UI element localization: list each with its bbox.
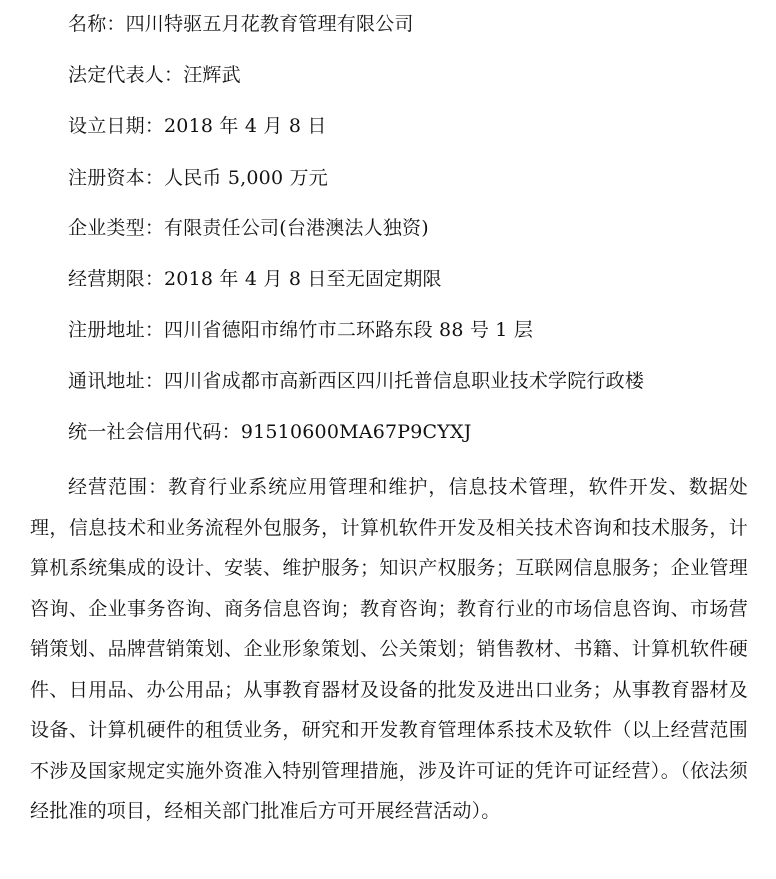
field-label: 设立日期: [68, 115, 145, 137]
field-value: 2018 年 4 月 8 日至无固定期限: [164, 268, 442, 290]
field-enterprise-type: [68, 215, 429, 241]
field-separator: ：: [144, 115, 165, 137]
field-legal-representative: [68, 62, 241, 88]
field-registered-capital: [68, 165, 328, 191]
field-value: 91510600MA67P9CYXJ: [240, 421, 472, 443]
field-value: 四川省德阳市绵竹市二环路东段 88 号 1 层: [164, 319, 534, 341]
field-label: 统一社会信用代码: [68, 421, 222, 443]
field-separator: ：: [106, 13, 126, 35]
field-mailing-address: [68, 368, 644, 394]
field-value: 汪辉武: [183, 64, 241, 86]
field-label: 名称: [68, 13, 107, 35]
field-label: 经营期限: [68, 268, 145, 290]
field-label: 通讯地址: [68, 370, 145, 392]
field-label: 注册资本: [68, 167, 145, 189]
field-separator: ：: [144, 217, 165, 239]
field-label: 企业类型: [68, 217, 145, 239]
field-separator: ：: [144, 319, 165, 341]
field-operating-period: [68, 266, 442, 292]
field-value: 四川省成都市高新西区四川托普信息职业技术学院行政楼: [164, 370, 645, 392]
business-scope-paragraph: [30, 467, 748, 832]
field-company-name: [68, 11, 414, 37]
field-separator: ：: [144, 268, 165, 290]
field-establishment-date: [68, 113, 327, 139]
field-value: 2018 年 4 月 8 日: [164, 115, 327, 137]
field-value: 有限责任公司(台港澳法人独资): [164, 217, 429, 239]
business-scope-text: 教育行业系统应用管理和维护，信息技术管理，软件开发、数据处理，信息技术和业务流程外包服务，计算机软件开发及相关技术咨询和技术服务，计算机系统集成的设计、安装、维护服务；知识产权服务；互联网信息服务；企业管理咨询、企业事务咨询、商务信息咨询；教育咨询；教育行业的市场信息咨询、市场营销策划、品牌营销策划、企业形象策划、公关策划；销售教材、书籍、计算机软件硬件、日用品、办公用品；从事教育器材及设备的批发及进出口业务；从事教育器材及设备、计算机硬件的租赁业务，研究和开发教育管理体系技术及软件（以上经营范围不涉及国家规定实施外资准入特别管理措施，涉及许可证的凭许可证经营）。（依法须经批准的项目，经相关部门批准后方可开展经营活动）。: [30, 476, 748, 822]
field-separator: ：: [144, 167, 165, 189]
field-separator: ：: [221, 421, 241, 443]
field-label: 注册地址: [68, 319, 145, 341]
field-separator: ：: [164, 64, 184, 86]
field-label: 法定代表人: [68, 64, 165, 86]
field-value: 人民币 5,000 万元: [164, 167, 328, 189]
field-value: 四川特驱五月花教育管理有限公司: [125, 13, 414, 35]
business-scope-separator: ：: [148, 476, 169, 498]
field-separator: ：: [144, 370, 165, 392]
business-scope-label: 经营范围: [68, 476, 149, 498]
field-credit-code: [68, 419, 472, 445]
field-registered-address: [68, 317, 533, 343]
